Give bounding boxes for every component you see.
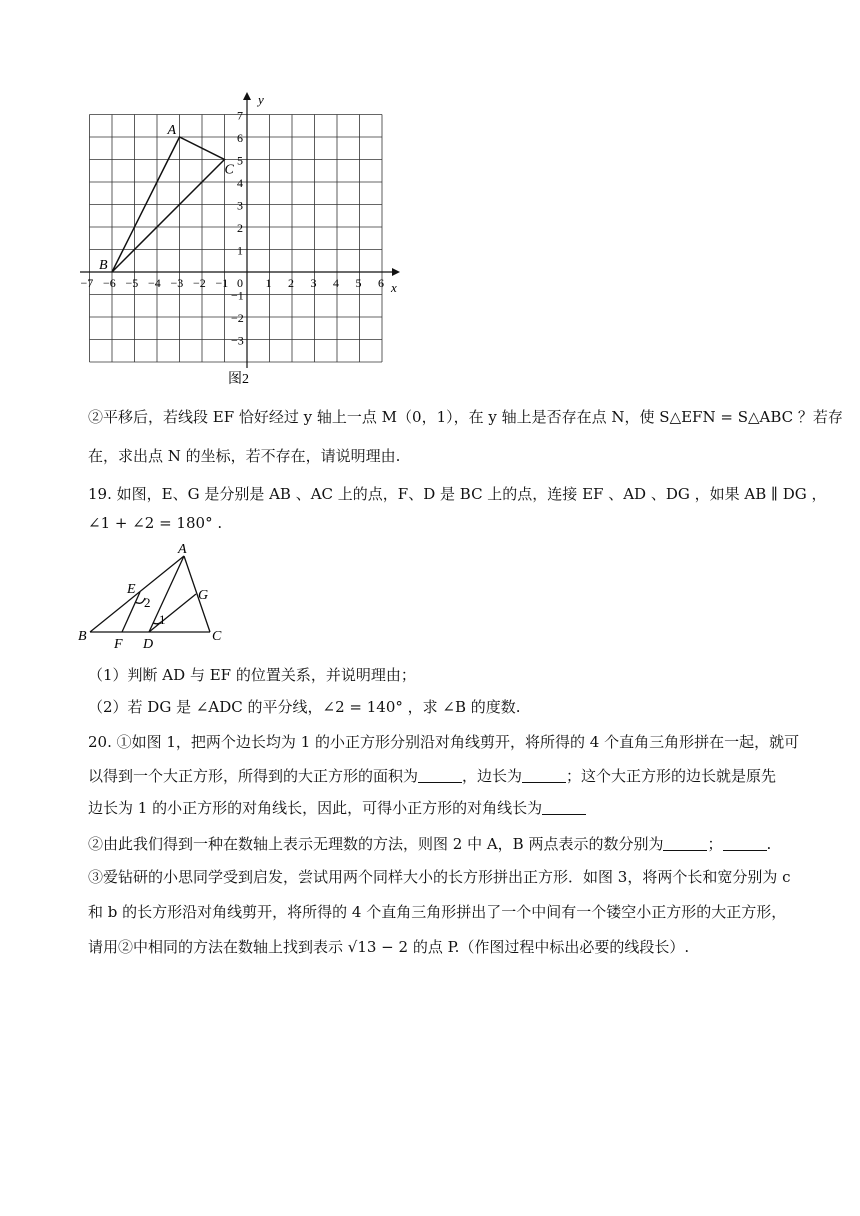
q18-part2-line2: 在，求出点 N 的坐标，若不存在，请说明理由. <box>88 447 401 465</box>
x-tick-label: −4 <box>148 276 161 290</box>
label-b: B <box>78 629 87 644</box>
y-tick-label: −2 <box>231 311 244 325</box>
y-axis-label: y <box>258 92 264 107</box>
x-tick-label: 2 <box>288 276 294 290</box>
x-axis-label: x <box>391 280 397 295</box>
area-answer-blank[interactable] <box>418 768 462 783</box>
angle-2-label: 2 <box>144 595 151 610</box>
q20-line3-text: 边长为 1 的小正方形的对角线长，因此，可得小正方形的对角线长为 <box>88 799 543 817</box>
segment-ab <box>90 556 184 632</box>
q19-line2: ∠1 + ∠2 = 180° . <box>88 514 223 532</box>
q20-line1: 20. ①如图 1，把两个边长均为 1 的小正方形分别沿对角线剪开，将所得的 4 个直角三角形拼在一起，就可 <box>88 733 800 751</box>
q20-line4-text-a: ②由此我们得到一种在数轴上表示无理数的方法，则图 2 中 A，B 两点表示的数分别为 <box>88 835 664 853</box>
q19-line1: 19. 如图，E、G 是分别是 AB 、AC 上的点，F、D 是 BC 上的点，连接 EF 、AD 、DG ，如果 AB ∥ DG ， <box>88 485 827 503</box>
x-tick-label: −7 <box>80 276 94 290</box>
point-label-c: C <box>224 162 234 178</box>
angle-1-label: 1 <box>159 612 166 627</box>
segment-dg <box>149 594 196 632</box>
q20-line2 <box>88 766 828 786</box>
q18-part2-line1: ②平移后，若线段 EF 恰好经过 y 轴上一点 M（0，1），在 y 轴上是否存在点 N，使 S△EFN = S△ABC ？若存 <box>88 408 843 426</box>
figure-caption: 图2 <box>228 372 249 387</box>
q20-line6: 和 b 的长方形沿对角线剪开，将所得的 4 个直角三角形拼出了一个中间有一个镂空小正方形的大正方形， <box>88 903 787 921</box>
y-tick-label: −3 <box>231 333 244 348</box>
label-e: E <box>127 582 136 597</box>
x-tick-label: −3 <box>170 276 184 290</box>
x-tick-label: −6 <box>103 276 116 290</box>
y-tick-label: 5 <box>237 153 243 168</box>
y-tick-label: 4 <box>237 176 243 190</box>
y-axis <box>243 92 251 368</box>
q20-line4 <box>88 834 828 854</box>
q20-line4-text-c: . <box>766 835 772 853</box>
y-tick-label: 3 <box>237 198 243 213</box>
diagonal-answer-blank[interactable] <box>542 800 586 815</box>
x-tick-label: 5 <box>355 276 362 290</box>
label-d: D <box>143 637 154 652</box>
y-tick-label: 7 <box>237 108 243 123</box>
label-a: A <box>178 542 187 557</box>
q20-line2-text-b: ，边长为 <box>462 767 523 785</box>
y-tick-labels <box>231 109 244 348</box>
y-tick-label: 2 <box>237 221 243 235</box>
y-tick-label: 6 <box>237 131 243 145</box>
x-tick-label: 1 <box>265 276 272 290</box>
triangle-abc <box>99 123 235 273</box>
q20-line2-text-a: 以得到一个大正方形，所得到的大正方形的面积为 <box>88 767 419 785</box>
q19-part1: （1）判断 AD 与 EF 的位置关系，并说明理由； <box>88 666 416 684</box>
y-tick-label: −1 <box>231 288 244 303</box>
point-label-a: A <box>167 123 177 138</box>
q20-line5: ③爱钻研的小思同学受到启发，尝试用两个同样大小的长方形拼出正方形．如图 3，将两个长和宽分别为 c <box>88 868 791 886</box>
q20-line2-text-c: ；这个大正方形的边长就是原先 <box>566 767 777 785</box>
x-tick-label: 4 <box>333 276 339 290</box>
point-label-b: B <box>99 258 108 273</box>
x-tick-label: −5 <box>125 276 139 290</box>
x-tick-label: −2 <box>193 276 206 290</box>
q19-part2: （2）若 DG 是 ∠ADC 的平分线，∠2 = 140° ，求 ∠B 的度数. <box>88 698 521 716</box>
q20-line4-text-b: ； <box>707 835 723 853</box>
side-answer-blank[interactable] <box>522 768 566 783</box>
label-f: F <box>114 637 123 652</box>
point-a-answer-blank[interactable] <box>663 836 707 851</box>
segment-ef <box>122 592 140 632</box>
x-axis <box>80 268 400 276</box>
coordinate-grid-figure <box>80 88 410 388</box>
label-g: G <box>198 588 209 603</box>
x-tick-label: 3 <box>310 276 317 290</box>
x-tick-label: −1 <box>215 276 229 290</box>
q20-line3 <box>88 798 828 818</box>
x-tick-label: 6 <box>378 276 384 290</box>
segment-ad <box>149 556 184 632</box>
origin-label: 0 <box>237 276 243 290</box>
point-b-answer-blank[interactable] <box>723 836 767 851</box>
q20-line7: 请用②中相同的方法在数轴上找到表示 √13 − 2 的点 P.（作图过程中标出必要的线段长）. <box>88 938 690 956</box>
label-c: C <box>212 629 222 644</box>
q19-triangle-figure <box>76 540 236 652</box>
y-tick-label: 1 <box>237 243 243 258</box>
